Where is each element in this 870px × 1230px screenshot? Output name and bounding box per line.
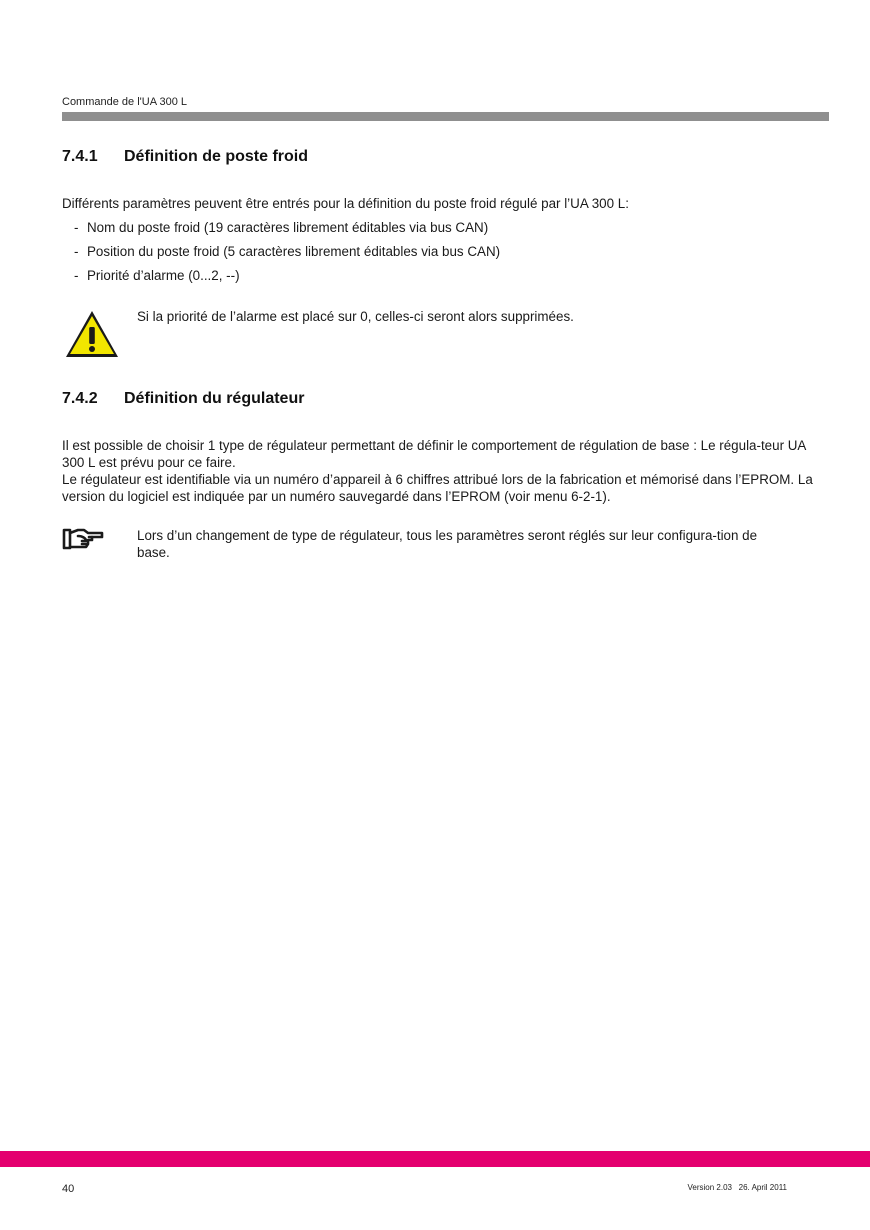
- version-date: Version 2.03 26. April 2011: [687, 1183, 787, 1192]
- footer-accent-bar: [0, 1151, 870, 1167]
- section2-paragraph-1: Il est possible de choisir 1 type de régulateur permettant de définir le comportement de régulation de base : Le régula-teur UA 300 L est prévu pour ce faire.: [62, 438, 806, 470]
- section-title: Définition de poste froid: [124, 148, 308, 165]
- pointing-hand-icon: [62, 527, 106, 556]
- warning-triangle-icon: [64, 309, 120, 364]
- page-number: 40: [62, 1183, 75, 1195]
- section-title: Définition du régulateur: [124, 390, 305, 407]
- info-note: Lors d’un changement de type de régulateur, tous les paramètres seront réglés sur leur configura-tion de base.: [137, 528, 758, 560]
- section-heading-7-4-2: [62, 390, 304, 408]
- section-number: 7.4.1: [62, 148, 98, 165]
- list-item: - Nom du poste froid (19 caractères librement éditables via bus CAN): [74, 220, 489, 235]
- section1-intro: Différents paramètres peuvent être entrés pour la définition du poste froid régulé par l’UA 300 L:: [62, 196, 629, 211]
- list-item: - Position du poste froid (5 caractères librement éditables via bus CAN): [74, 244, 501, 259]
- header-divider: [62, 112, 829, 121]
- section-heading-7-4-1: [62, 148, 308, 166]
- section2-paragraph-2: Le régulateur est identifiable via un numéro d’appareil à 6 chiffres attribué lors de la fabrication et mémorisé dans l’EPROM. La version du logiciel est indiquée par un numéro sauvegardé dans l’EPROM (voir menu 6-2-1).: [62, 472, 813, 504]
- page-header-title: Commande de l'UA 300 L: [62, 96, 188, 108]
- parameter-list: [74, 219, 500, 291]
- section-number: 7.4.2: [62, 390, 98, 407]
- warning-note: Si la priorité de l’alarme est placé sur 0, celles-ci seront alors supprimées.: [137, 309, 574, 324]
- list-item: - Priorité d’alarme (0...2, --): [74, 268, 240, 283]
